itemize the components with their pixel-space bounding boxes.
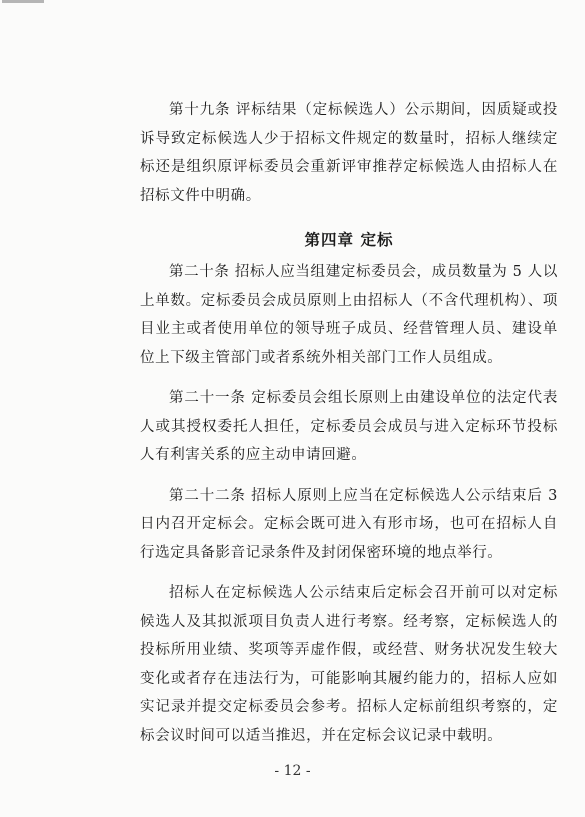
- paragraph-article-19: 第十九条 评标结果（定标候选人）公示期间，因质疑或投诉导致定标候选人少于招标文件规定的数量时，招标人继续定标还是组织原评标委员会重新评审推荐定标候选人由招标人在招标文件中明确。: [140, 102, 558, 204]
- document-body: [140, 96, 558, 762]
- scan-edge-mark: [2, 0, 44, 3]
- paragraph-inspection: 招标人在定标候选人公示结束后定标会召开前可以对定标候选人及其拟派项目负责人进行考察。经考察，定标候选人的投标所用业绩、奖项等弄虚作假，或经营、财务状况发生较大变化或者存在违法行为，可能影响其履约能力的，招标人应如实记录并提交定标委员会参考。招标人定标前组织考察的，定标会议时间可以适当推迟，并在定标会议记录中载明。: [140, 585, 558, 744]
- paragraph-article-20: 第二十条 招标人应当组建定标委员会，成员数量为 5 人以上单数。定标委员会成员原则上由招标人（不含代理机构）、项目业主或者使用单位的领导班子成员、经营管理人员、建设单位上下级主管部门或者系统外相关部门工作人员组成。: [140, 264, 558, 366]
- paragraph-article-21: 第二十一条 定标委员会组长原则上由建设单位的法定代表人或其授权委托人担任，定标委员会成员与进入定标环节投标人有利害关系的应主动申请回避。: [140, 390, 558, 463]
- paragraph-article-22: 第二十二条 招标人原则上应当在定标候选人公示结束后 3 日内召开定标会。定标会既可进入有形市场，也可在招标人自行选定具备影音记录条件及封闭保密环境的地点举行。: [140, 487, 558, 561]
- page-number: - 12 -: [274, 763, 311, 779]
- chapter-heading: 第四章 定标: [304, 231, 394, 249]
